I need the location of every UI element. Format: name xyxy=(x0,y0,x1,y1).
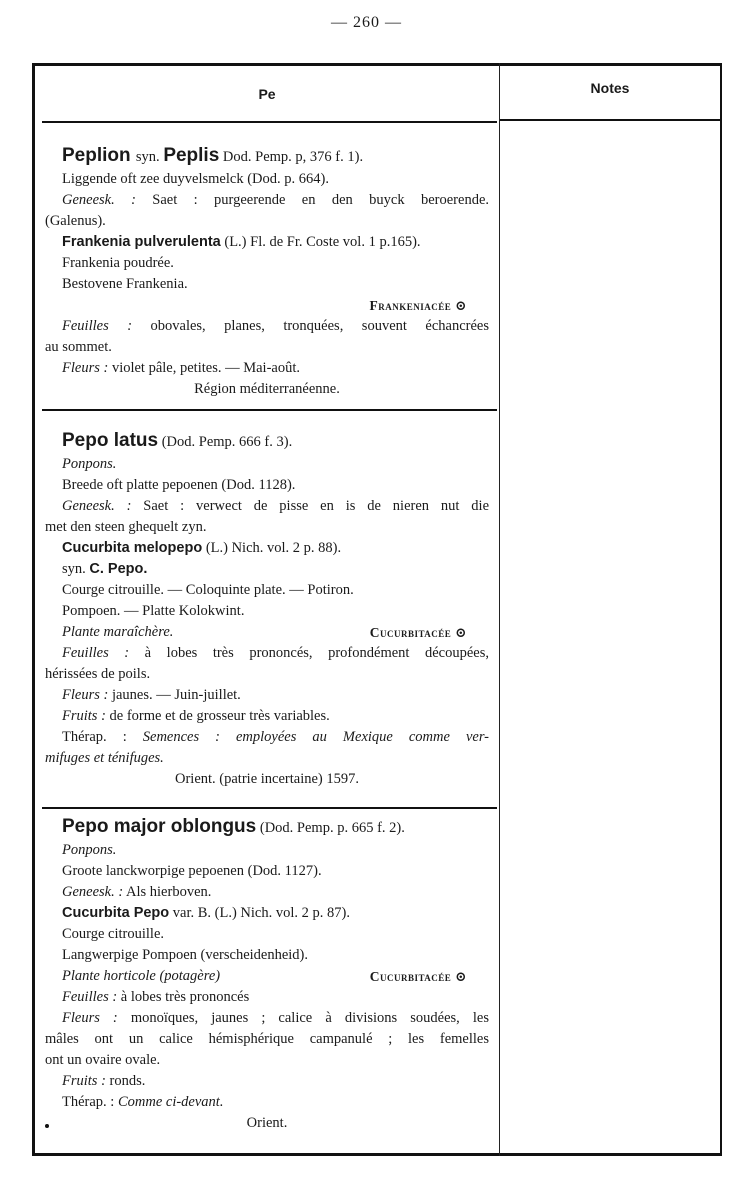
text-span: de forme et de grosseur très variables. xyxy=(105,708,330,724)
text-span: Fruits : xyxy=(62,708,106,724)
text-span: jaunes. — Juin-juillet. xyxy=(108,687,241,703)
entry-line xyxy=(45,664,489,685)
text-span: (Dod. Pemp. p. 665 f. 2). xyxy=(256,820,405,836)
entry-line xyxy=(45,727,489,748)
text-span: Comme ci-devant. xyxy=(117,1094,224,1110)
entry-separator xyxy=(42,409,497,411)
entry-title xyxy=(45,427,489,454)
species-name: Pepo major oblongus xyxy=(62,816,257,837)
entry-line xyxy=(45,1050,489,1071)
text-span: Saet : purgeerende en den buyck beroerende. xyxy=(135,192,489,208)
species-name: Frankenia pulverulenta xyxy=(62,234,221,250)
entry-line xyxy=(45,903,489,924)
text-span: mifuges et ténifuges. xyxy=(45,750,164,766)
text-span: Bestovene Frankenia. xyxy=(62,276,188,292)
entry-line xyxy=(45,538,489,559)
entry-line xyxy=(45,316,489,337)
text-span: Saet : verwect de pisse en is de nieren nut die xyxy=(131,498,489,514)
text-span: Geneesk. : xyxy=(62,498,132,514)
text-span: syn. xyxy=(135,149,164,165)
entry-separator xyxy=(42,807,497,809)
text-span: Thérap. : xyxy=(62,1094,118,1110)
notes-header-rule xyxy=(500,119,720,121)
species-name: Peplis xyxy=(163,145,220,166)
entry-line xyxy=(45,559,489,580)
entry-line xyxy=(45,475,489,496)
entry-line xyxy=(45,1092,489,1113)
text-span: Fruits : xyxy=(62,1073,106,1089)
family-label: Frankeniacée ⊙ xyxy=(369,298,467,313)
text-span: Feuilles : xyxy=(62,989,118,1005)
text-span: Frankenia poudrée. xyxy=(62,255,174,271)
text-span: à lobes très prononcés xyxy=(117,989,250,1005)
entry-line xyxy=(45,358,489,379)
text-span: Orient. (patrie incertaine) 1597. xyxy=(175,771,359,787)
text-span: Liggende oft zee duyvelsmelck (Dod. p. 664). xyxy=(62,171,329,187)
text-span: ronds. xyxy=(105,1073,146,1089)
text-span: Courge citrouille. — Coloquinte plate. — Potiron. xyxy=(62,582,354,598)
entry-line xyxy=(45,190,489,211)
species-name: Cucurbita Pepo xyxy=(62,905,170,921)
entry-line xyxy=(45,274,489,295)
text-span: (L.) Nich. vol. 2 p. 88). xyxy=(202,540,342,556)
entry-line xyxy=(45,945,489,966)
text-span: violet pâle, petites. — Mai-août. xyxy=(108,360,300,376)
entry-title xyxy=(45,142,489,169)
text-span: met den steen ghequelt zyn. xyxy=(45,519,207,535)
entry-line xyxy=(45,1113,489,1134)
entry-line xyxy=(45,211,489,232)
entry-line xyxy=(45,295,489,316)
entry-line xyxy=(45,622,489,643)
entry-line xyxy=(45,496,489,517)
entry-line xyxy=(45,861,489,882)
text-span: (Dod. Pemp. 666 f. 3). xyxy=(158,434,293,450)
entry-line xyxy=(45,987,489,1008)
species-name: Cucurbita melopepo xyxy=(62,540,203,556)
text-span: obovales, planes, tronquées, souvent échancrées xyxy=(132,318,489,334)
text-span: Courge citrouille. xyxy=(62,926,165,942)
column-divider xyxy=(499,63,500,1156)
species-name: C. Pepo. xyxy=(89,561,148,577)
species-name: Peplion xyxy=(62,145,136,166)
entry-line xyxy=(45,706,489,727)
entry-line xyxy=(45,685,489,706)
text-span: Dod. Pemp. p, 376 f. 1). xyxy=(219,149,364,165)
entry-line xyxy=(45,1029,489,1050)
text-span: monoïques, jaunes ; calice à divisions soudées, les xyxy=(117,1010,489,1026)
entry-line xyxy=(45,1071,489,1092)
text-span: Geneesk. : xyxy=(62,884,124,900)
entry-line xyxy=(45,1008,489,1029)
text-span: Groote lanckworpige pepoenen (Dod. 1127). xyxy=(62,863,322,879)
text-span: Pompoen. — Platte Kolokwint. xyxy=(62,603,245,619)
entry-peplion xyxy=(45,142,489,400)
entry-line xyxy=(45,601,489,622)
page-number: — 260 — xyxy=(331,14,402,31)
text-span: Région méditerranéenne. xyxy=(194,381,340,397)
entry-pepo-major-oblongus xyxy=(45,813,489,1134)
text-span: Plante horticole (potagère) xyxy=(62,968,221,984)
entry-line xyxy=(45,169,489,190)
text-span: (Galenus). xyxy=(45,213,106,229)
entry-line xyxy=(45,748,489,769)
family-label: Cucurbitacée ⊙ xyxy=(369,625,467,640)
text-span: Plante maraîchère. xyxy=(62,624,174,640)
column-header-entries: Pe xyxy=(258,86,276,102)
entry-pepo-latus xyxy=(45,427,489,790)
species-name: Pepo latus xyxy=(62,430,159,451)
entry-line xyxy=(45,454,489,475)
text-span: (L.) Fl. de Fr. Coste vol. 1 p.165). xyxy=(220,234,421,250)
entry-line xyxy=(45,580,489,601)
text-span: mâles ont un calice hémisphérique campanulé ; les femelles xyxy=(45,1031,489,1047)
text-span: Langwerpige Pompoen (verscheidenheid). xyxy=(62,947,309,963)
text-span: Fleurs : xyxy=(62,687,109,703)
text-span: Orient. xyxy=(246,1115,288,1131)
text-span: Ponpons. xyxy=(62,842,117,858)
entry-line xyxy=(45,924,489,945)
entry-title xyxy=(45,813,489,840)
text-span: syn. xyxy=(62,561,90,577)
text-span: au sommet. xyxy=(45,339,112,355)
header-rule xyxy=(42,121,497,123)
text-span: Als hierboven. xyxy=(123,884,212,900)
text-span: Geneesk. : xyxy=(62,192,136,208)
text-span: Fleurs : xyxy=(62,360,109,376)
text-span: ont un ovaire ovale. xyxy=(45,1052,161,1068)
text-span: Fleurs : xyxy=(62,1010,118,1026)
text-span: var. B. (L.) Nich. vol. 2 p. 87). xyxy=(169,905,350,921)
column-header-notes: Notes xyxy=(590,80,630,96)
entry-line xyxy=(45,966,489,987)
entry-line xyxy=(45,882,489,903)
entry-line xyxy=(45,232,489,253)
text-span: Thérap. : xyxy=(62,729,143,745)
text-span: hérissées de poils. xyxy=(45,666,151,682)
entry-line xyxy=(45,379,489,400)
text-span: Feuilles : xyxy=(62,645,130,661)
entry-line xyxy=(45,769,489,790)
entry-line xyxy=(45,337,489,358)
text-span: Breede oft platte pepoenen (Dod. 1128). xyxy=(62,477,296,493)
entry-line xyxy=(45,643,489,664)
entry-line xyxy=(45,840,489,861)
entry-line xyxy=(45,517,489,538)
entry-line xyxy=(45,253,489,274)
text-span: Ponpons. xyxy=(62,456,117,472)
text-span: Semences : employées au Mexique comme ver- xyxy=(142,729,489,745)
text-span: Feuilles : xyxy=(62,318,133,334)
text-span: à lobes très prononcés, profondément découpées, xyxy=(129,645,489,661)
family-label: Cucurbitacée ⊙ xyxy=(369,969,467,984)
